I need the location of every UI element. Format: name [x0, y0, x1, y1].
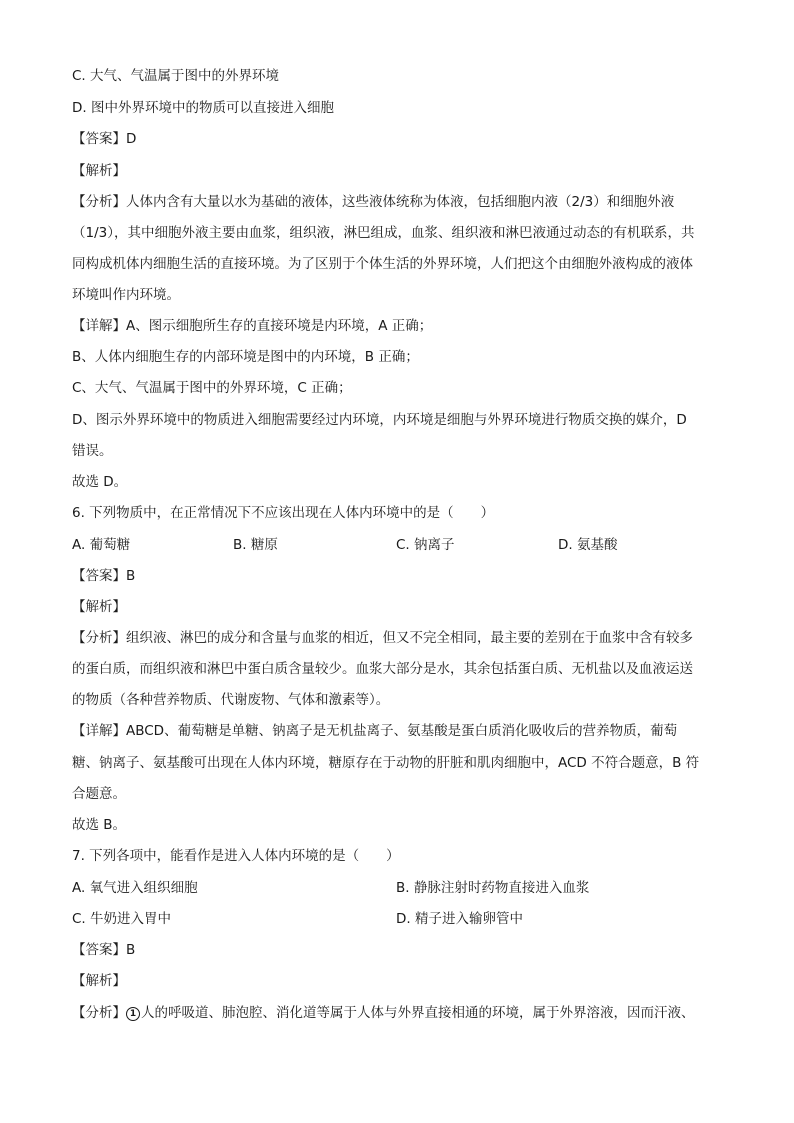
q5-analysis-line: 环境叫作内环境。 — [72, 287, 180, 303]
q5-analysis-line: 【分析】人体内含有大量以水为基础的液体，这些液体统称为体液，包括细胞内液（2/3）和细胞外液 — [72, 194, 675, 210]
q6-detail-line: 【详解】ABCD、葡萄糖是单糖、钠离子是无机盐离子、氨基酸是蛋白质消化吸收后的营养物质，葡萄 — [72, 723, 678, 739]
q6-option-d: D. 氨基酸 — [558, 537, 618, 553]
q6-option-a: A. 葡萄糖 — [72, 537, 131, 553]
q6-option-b: B. 糖原 — [233, 537, 278, 553]
q6-stem: 6. 下列物质中，在正常情况下不应该出现在人体内环境中的是（ ） — [72, 505, 495, 521]
q7-option-b: B. 静脉注射时药物直接进入血浆 — [396, 880, 590, 896]
q5-detail-line: D、图示外界环境中的物质进入细胞需要经过内环境，内环境是细胞与外界环境进行物质交换的媒介，D — [72, 412, 687, 428]
q5-option-c: C. 大气、气温属于图中的外界环境 — [72, 68, 280, 84]
q7-answer: 【答案】B — [72, 942, 136, 958]
q5-option-d: D. 图中外界环境中的物质可以直接进入细胞 — [72, 100, 334, 116]
circled-number-one: 1 — [126, 1007, 140, 1021]
q6-analysis-line: 的物质（各种营养物质、代谢废物、气体和激素等）。 — [72, 692, 390, 708]
q6-option-c: C. 钠离子 — [396, 537, 455, 553]
q6-detail-line: 合题意。 — [72, 786, 126, 802]
q6-jiexi-heading: 【解析】 — [72, 599, 126, 615]
q5-answer: 【答案】D — [72, 131, 137, 147]
q7-option-c: C. 牛奶进入胃中 — [72, 911, 172, 927]
q5-jiexi-heading: 【解析】 — [72, 163, 126, 179]
q6-detail-line: 糖、钠离子、氨基酸可出现在人体内环境，糖原存在于动物的肝脏和肌肉细胞中，ACD 不符合题意，B 符 — [72, 755, 700, 771]
q5-analysis-line: （1/3），其中细胞外液主要由血浆，组织液，淋巴组成，血浆、组织液和淋巴液通过动态的有机联系，共 — [72, 225, 695, 241]
q6-answer: 【答案】B — [72, 568, 136, 584]
q5-analysis-line: 同构成机体内细胞生活的直接环境。为了区别于个体生活的外界环境，人们把这个由细胞外液构成的液体 — [72, 256, 693, 272]
q5-detail-line: 【详解】A、图示细胞所生存的直接环境是内环境，A 正确； — [72, 318, 433, 334]
q7-option-d: D. 精子进入输卵管中 — [396, 911, 523, 927]
q5-detail-line: B、人体内细胞生存的内部环境是图中的内环境，B 正确； — [72, 349, 419, 365]
q5-detail-line: 错误。 — [72, 443, 113, 459]
q7-jiexi-heading: 【解析】 — [72, 973, 126, 989]
q7-analysis-prefix: 【分析】 — [72, 1005, 126, 1021]
q5-detail-line: C、大气、气温属于图中的外界环境，C 正确； — [72, 380, 352, 396]
q5-conclusion: 故选 D。 — [72, 474, 128, 490]
q7-stem: 7. 下列各项中，能看作是进入人体内环境的是（ ） — [72, 848, 400, 864]
q6-analysis-line: 的蛋白质，而组织液和淋巴中蛋白质含量较少。血浆大部分是水，其余包括蛋白质、无机盐以及血液运送 — [72, 661, 693, 677]
q6-conclusion: 故选 B。 — [72, 817, 127, 833]
q7-analysis-line — [72, 1004, 722, 1022]
q6-analysis-line: 【分析】组织液、淋巴的成分和含量与血浆的相近，但又不完全相同，最主要的差别在于血浆中含有较多 — [72, 630, 693, 646]
q7-option-a: A. 氧气进入组织细胞 — [72, 880, 198, 896]
q7-analysis-text: 人的呼吸道、肺泡腔、消化道等属于人体与外界直接相通的环境，属于外界溶液，因而汗液、 — [141, 1005, 695, 1021]
